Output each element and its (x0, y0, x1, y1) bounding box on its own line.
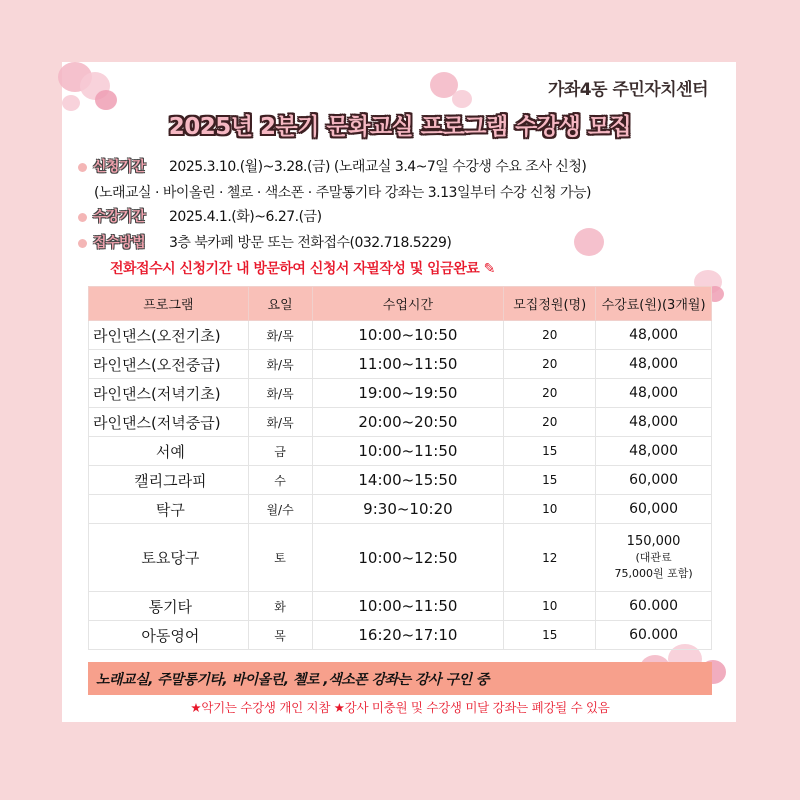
time-cell: 19:00~19:50 (312, 379, 504, 408)
time-cell: 10:00~11:50 (312, 592, 504, 621)
fee-cell: 48,000 (596, 408, 712, 437)
instructor-recruit-bar (88, 662, 712, 695)
time-cell: 14:00~15:50 (312, 466, 504, 495)
fee-cell: 48,000 (596, 321, 712, 350)
day-cell: 토 (248, 524, 312, 592)
bullet-icon (78, 163, 87, 172)
capacity-cell: 15 (504, 466, 596, 495)
program-cell: 통기타 (89, 592, 249, 621)
column-header-program: 프로그램 (89, 287, 249, 321)
fee-cell: 60,000 (596, 495, 712, 524)
course-period-row (78, 206, 322, 226)
capacity-cell: 15 (504, 437, 596, 466)
course-period-value: 2025.4.1.(화)~6.27.(금) (169, 209, 322, 225)
fee-cell: 60.000 (596, 592, 712, 621)
table-row (89, 621, 712, 650)
day-cell: 화/목 (248, 321, 312, 350)
capacity-cell: 12 (504, 524, 596, 592)
footer-notice: ★악기는 수강생 개인 지참 ★강사 미충원 및 수강생 미달 강좌는 폐강될 수 있음 (190, 700, 610, 715)
method-row (78, 232, 451, 252)
day-cell: 수 (248, 466, 312, 495)
time-cell: 9:30~10:20 (312, 495, 504, 524)
time-cell: 10:00~11:50 (312, 437, 504, 466)
apply-period-row (78, 156, 586, 176)
fee-cell: 48,000 (596, 437, 712, 466)
table-row (89, 379, 712, 408)
day-cell: 금 (248, 437, 312, 466)
capacity-cell: 10 (504, 592, 596, 621)
time-cell: 11:00~11:50 (312, 350, 504, 379)
apply-note: (노래교실 · 바이올린 · 첼로 · 색소폰 · 주말통기타 강좌는 3.13일부터 수강 신청 가능) (94, 185, 591, 201)
fee-cell: 60,000 (596, 466, 712, 495)
table-row (89, 350, 712, 379)
instructor-recruit-text: 노래교실, 주말통기타, 바이올린, 첼로 ,색소폰 강좌는 강사 구인 중 (96, 671, 489, 688)
program-cell: 토요당구 (89, 524, 249, 592)
page-title: 2025년 2분기 문화교실 프로그램 수강생 모집 (168, 114, 632, 140)
day-cell: 화/목 (248, 379, 312, 408)
program-cell: 라인댄스(오전기초) (89, 321, 249, 350)
capacity-cell: 20 (504, 321, 596, 350)
apply-period-label: 신청기간 (93, 159, 146, 175)
time-cell: 10:00~10:50 (312, 321, 504, 350)
method-label: 접수방법 (93, 235, 146, 251)
fee-cell: 60.000 (596, 621, 712, 650)
table-header-row (89, 287, 712, 321)
column-header-time: 수업시간 (312, 287, 504, 321)
capacity-cell: 20 (504, 350, 596, 379)
table-row (89, 592, 712, 621)
organization-name: 가좌4동 주민자치센터 (547, 80, 708, 100)
program-table (88, 286, 712, 650)
program-cell: 라인댄스(저녁기초) (89, 379, 249, 408)
program-cell: 아동영어 (89, 621, 249, 650)
fee-cell: 48,000 (596, 379, 712, 408)
column-header-day: 요일 (248, 287, 312, 321)
day-cell: 목 (248, 621, 312, 650)
phone-notice-text: 전화접수시 신청기간 내 방문하여 신청서 자필작성 및 입금완료 (110, 261, 480, 277)
table-row (89, 495, 712, 524)
time-cell: 20:00~20:50 (312, 408, 504, 437)
day-cell: 화/목 (248, 350, 312, 379)
program-cell: 라인댄스(오전중급) (89, 350, 249, 379)
fee-note: 75,000원 포함) (614, 566, 693, 580)
phone-notice (110, 258, 495, 278)
bullet-icon (78, 213, 87, 222)
table-row (89, 524, 712, 592)
day-cell: 월/수 (248, 495, 312, 524)
fee-value: 150,000 (626, 533, 681, 549)
table-row (89, 408, 712, 437)
method-value: 3층 북카페 방문 또는 전화접수(032.718.5229) (169, 235, 452, 251)
time-cell: 10:00~12:50 (312, 524, 504, 592)
table-row (89, 321, 712, 350)
capacity-cell: 20 (504, 408, 596, 437)
course-period-label: 수강기간 (93, 209, 146, 225)
capacity-cell: 15 (504, 621, 596, 650)
table-row (89, 466, 712, 495)
capacity-cell: 10 (504, 495, 596, 524)
time-cell: 16:20~17:10 (312, 621, 504, 650)
program-cell: 라인댄스(저녁중급) (89, 408, 249, 437)
day-cell: 화 (248, 592, 312, 621)
program-cell: 탁구 (89, 495, 249, 524)
table-row (89, 437, 712, 466)
column-header-capacity: 모집정원(명) (504, 287, 596, 321)
pencil-icon: ✎ (483, 261, 495, 277)
program-cell: 캘리그라피 (89, 466, 249, 495)
fee-note: (대관료 (635, 550, 672, 564)
day-cell: 화/목 (248, 408, 312, 437)
fee-cell (596, 524, 712, 592)
bullet-icon (78, 239, 87, 248)
program-cell: 서예 (89, 437, 249, 466)
column-header-fee: 수강료(원)(3개월) (596, 287, 712, 321)
capacity-cell: 20 (504, 379, 596, 408)
apply-period-value: 2025.3.10.(월)~3.28.(금) (노래교실 3.4~7일 수강생 수요 조사 신청) (169, 159, 587, 175)
fee-cell: 48,000 (596, 350, 712, 379)
